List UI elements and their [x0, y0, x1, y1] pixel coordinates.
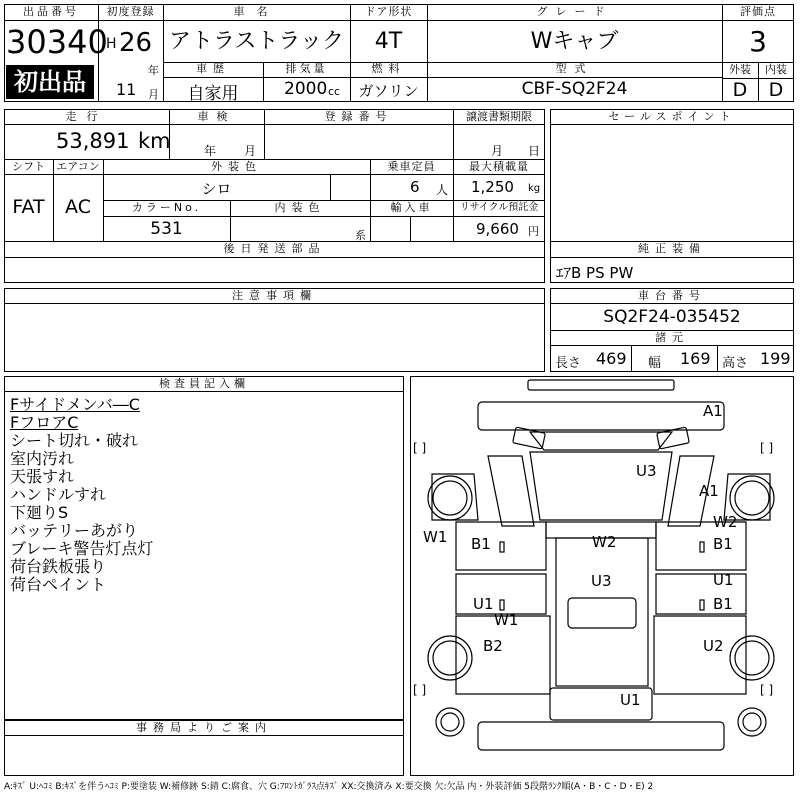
height-label: 高さ [722, 356, 749, 371]
inspector-notes-label: 検査員記入欄 [159, 377, 249, 390]
first-listing-label: 初出品 [14, 68, 86, 96]
damage-mark: W1 [423, 528, 448, 546]
model-label: 型式 [555, 62, 594, 75]
month-unit: 月 [148, 88, 159, 101]
color-number: 531 [150, 219, 183, 239]
model-code: CBF-SQ2F24 [521, 79, 628, 99]
import-label: 輸入車 [390, 201, 433, 214]
cc-unit: cc [328, 85, 341, 98]
registration-year: 26 [119, 28, 153, 58]
inspection-note: 室内汚れ [10, 449, 75, 468]
damage-mark: W1 [494, 611, 519, 629]
door-type: 4T [374, 29, 403, 54]
specs-label: 諸元 [655, 331, 689, 344]
inspection-note: FフロアC [10, 413, 79, 432]
year-unit: 年 [148, 64, 159, 77]
displacement: 2000 [284, 79, 328, 99]
damage-mark: W2 [713, 513, 738, 531]
inspection-label: 車検 [197, 110, 236, 123]
damage-mark: U2 [703, 637, 724, 655]
bracket-left-bottom: [ ] [413, 683, 427, 697]
inspection-notes-list [10, 396, 153, 594]
inspection-note: 荷台鉄板張り [10, 557, 107, 576]
mileage: 53,891 [56, 129, 130, 153]
bracket-right-bottom: [ ] [760, 683, 774, 697]
damage-mark: B1 [713, 595, 733, 613]
grade: Wキャブ [530, 29, 619, 54]
interior-label: 内装 [765, 63, 787, 76]
grade-label: グレード [536, 5, 613, 18]
car-name: アトラストラック [169, 29, 344, 54]
person-unit: 人 [436, 183, 449, 197]
displacement-label: 排気量 [285, 62, 328, 75]
width: 169 [680, 349, 711, 368]
lot-number: 30340 [6, 23, 108, 61]
office-notice-label: 事務局よりご案内 [136, 721, 272, 734]
inspection-note: バッテリーあがり [10, 521, 139, 540]
damage-mark: W2 [592, 533, 617, 551]
inspection-note: Fサイドメンバ―C [10, 395, 140, 414]
interior-color-label: 内装色 [274, 201, 326, 214]
plate-label: 登録番号 [324, 110, 393, 123]
width-label: 幅 [648, 356, 662, 371]
damage-mark: U1 [713, 571, 734, 589]
shift: FAT [12, 196, 45, 218]
kg-unit: kg [528, 183, 541, 194]
shift-label: シフト [12, 160, 45, 173]
exterior-label: 外装 [729, 63, 751, 76]
damage-mark: A1 [703, 402, 723, 420]
later-parts-label: 後日発送部品 [223, 242, 326, 255]
interior-grade: D [768, 79, 784, 101]
genuine-equipment-label: 純正装備 [638, 242, 706, 255]
yen-unit: 円 [528, 225, 539, 238]
height: 199 [760, 349, 791, 368]
damage-mark: A1 [699, 482, 719, 500]
lot-number-label: 出品番号 [23, 5, 79, 18]
length: 469 [596, 349, 627, 368]
damage-mark: B1 [713, 535, 733, 553]
score: 3 [749, 25, 767, 58]
sales-point-label: セールスポイント [608, 110, 736, 123]
damage-mark: U3 [636, 462, 657, 480]
recycle-fee: 9,660 [476, 220, 519, 238]
car-name-label: 車名 [233, 5, 280, 18]
capacity: 6 [410, 178, 420, 196]
length-label: 長さ [555, 356, 582, 371]
max-load-label: 最大積載量 [469, 160, 529, 173]
inspection-note: 天張すれ [10, 467, 75, 486]
air-conditioner: AC [65, 196, 91, 218]
inspection-year-unit: 年 [204, 144, 217, 158]
genuine-equipment: ｴｱB PS PW [556, 264, 634, 282]
max-load: 1,250 [471, 178, 514, 196]
fuel-label: 燃料 [371, 62, 406, 75]
first-registration-label: 初度登録 [106, 5, 155, 18]
exterior-color-label: 外装色 [211, 160, 262, 173]
door-type-label: ドア形状 [364, 5, 413, 18]
damage-mark: U3 [591, 572, 612, 590]
score-label: 評価点 [740, 5, 776, 18]
inspection-note: ブレーキ警告灯点灯 [10, 539, 154, 558]
chassis-number: SQ2F24-035452 [603, 307, 741, 327]
doc-day-unit: 日 [528, 144, 541, 158]
doc-month-unit: 月 [491, 144, 504, 158]
series-unit: 系 [355, 229, 366, 242]
era: H [106, 36, 117, 52]
damage-mark: U1 [473, 595, 494, 613]
inspection-note: ハンドルすれ [10, 485, 107, 504]
exterior-color: シロ [201, 180, 232, 198]
bracket-right-top: [ ] [760, 441, 774, 455]
inspection-month-unit: 月 [244, 144, 257, 158]
damage-mark: B1 [471, 535, 491, 553]
inspection-note: 荷台ペイント [10, 575, 107, 594]
damage-mark: B2 [483, 637, 503, 655]
color-number-label: カラーNo. [131, 201, 202, 214]
km-unit: km [138, 129, 171, 153]
exterior-grade: D [732, 79, 748, 101]
fuel-type: ガソリン [358, 82, 419, 100]
capacity-label: 乗車定員 [387, 160, 436, 173]
damage-legend: A:ｷｽﾞ U:ﾍｺﾐ B:ｷｽﾞを伴うﾍｺﾐ P:要塗装 W:補修跡 S:錆 C:腐食、穴 G:ﾌﾛﾝﾄｶﾞﾗｽ点ｷｽﾞ XX:交換済み X:要交換 欠:欠品 内・外装評価 5段階ﾗﾝｸ順(A・B・C・D・E) 2 [4, 782, 654, 792]
vehicle-history: 自家用 [187, 84, 239, 104]
bracket-left-top: [ ] [413, 441, 427, 455]
ac-label: エアコン [56, 160, 100, 173]
chassis-number-label: 車台番号 [638, 289, 706, 302]
inspection-note: 下廻りS [10, 503, 69, 522]
mileage-label: 走行 [65, 110, 108, 123]
registration-month: 11 [116, 80, 137, 99]
notes-label: 注意事項欄 [232, 289, 317, 302]
transfer-doc-label: 譲渡書類期限 [466, 110, 532, 123]
recycle-fee-label: リサイクル預託金 [459, 202, 539, 213]
inspection-note: シート切れ・破れ [10, 431, 139, 450]
history-label: 車歴 [196, 62, 230, 75]
damage-mark: U1 [620, 691, 641, 709]
